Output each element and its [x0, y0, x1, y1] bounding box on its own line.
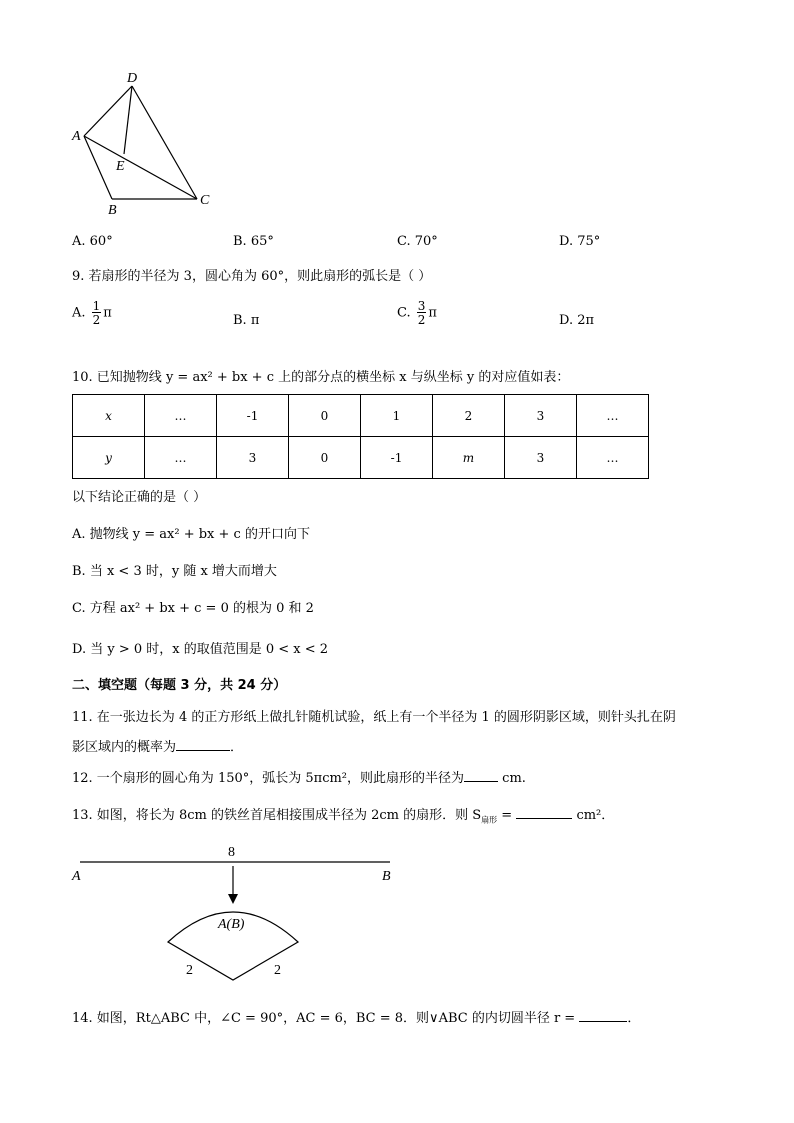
q8-option-b: B. 65°	[233, 234, 274, 249]
label-D: D	[127, 71, 138, 86]
table-cell: 0	[289, 395, 361, 437]
table-cell: …	[577, 395, 649, 437]
table-cell: -1	[361, 437, 433, 479]
q12-question: 12. 一个扇形的圆心角为 150°，弧长为 5πcm²，则此扇形的半径为 cm.	[72, 771, 526, 786]
answer-blank	[464, 781, 498, 782]
label-B: B	[108, 203, 117, 216]
segment-DE	[124, 86, 132, 154]
segment-DC	[132, 86, 197, 199]
table-cell: 3	[505, 437, 577, 479]
table-cell: y	[73, 437, 145, 479]
segment-DA	[84, 86, 132, 136]
table-cell: 3	[505, 395, 577, 437]
answer-blank	[579, 1021, 627, 1022]
arrow-head	[228, 894, 238, 904]
wire-sector-figure	[66, 838, 406, 988]
label-A: A	[72, 129, 81, 144]
q13-question: 13. 如图，将长为 8cm 的铁丝首尾相接围成半径为 2cm 的扇形．则 $S_{扇形} = cm^2$．	[72, 808, 615, 825]
q9-option-b: B. π	[233, 313, 260, 328]
label-C: C	[200, 193, 210, 208]
table-cell: 2	[433, 395, 505, 437]
table-cell: …	[145, 395, 217, 437]
q10-option-b: B. 当 x < 3 时，y 随 x 增大而增大	[72, 564, 277, 579]
q11-line2: 影区域内的概率为 ．	[72, 740, 244, 755]
q8-option-a: A. 60°	[72, 234, 113, 249]
q14-question: 14. 如图，Rt△ABC 中，∠C = 90°，AC = 6，BC = 8．则∨ABC 的内切圆半径 r = ．	[72, 1011, 641, 1026]
q10-question: 10. 已知抛物线 y = ax² + bx + c 上的部分点的横坐标 x 与纵坐标 y 的对应值如表：	[72, 370, 570, 385]
label-A: A	[72, 869, 81, 884]
label-B: B	[382, 869, 391, 884]
q10-prompt: 以下结论正确的是（ ）	[72, 490, 207, 505]
q9-option-d: D. 2π	[559, 313, 595, 328]
q10-option-c: C. 方程 ax² + bx + c = 0 的根为 0 和 2	[72, 601, 314, 616]
table-row-x	[73, 395, 649, 437]
q9-question: 9. 若扇形的半径为 3，圆心角为 60°，则此扇形的弧长是（ ）	[72, 269, 432, 284]
table-cell: 3	[217, 437, 289, 479]
q9-option-c: C. $\frac{3}{2}$ π	[397, 299, 437, 327]
radius-label-left: 2	[186, 963, 193, 978]
table-cell: 0	[289, 437, 361, 479]
answer-blank	[516, 818, 572, 819]
q8-option-d: D. 75°	[559, 234, 601, 249]
q11-line1: 11. 在一张边长为 4 的正方形纸上做扎针随机试验，纸上有一个半径为 1 的圆形阴影区域，则针头扎在阴	[72, 710, 676, 725]
table-cell: -1	[217, 395, 289, 437]
q10-option-a: A. 抛物线 y = ax² + bx + c 的开口向下	[72, 527, 310, 542]
label-E: E	[116, 159, 125, 174]
radius-label-right: 2	[274, 963, 281, 978]
label-AB: A(B)	[218, 917, 245, 932]
section-heading: 二、填空题（每题 3 分，共 24 分）	[72, 678, 287, 693]
value-table	[72, 394, 649, 479]
length-label: 8	[228, 845, 235, 860]
segment-AC	[84, 136, 197, 199]
answer-blank	[176, 750, 230, 751]
table-cell: …	[577, 437, 649, 479]
table-cell: …	[145, 437, 217, 479]
table-cell: x	[73, 395, 145, 437]
table-row-y	[73, 437, 649, 479]
table-cell: 1	[361, 395, 433, 437]
table-cell: m	[433, 437, 505, 479]
quadrilateral-figure	[66, 66, 226, 216]
q10-option-d: D. 当 y > 0 时，x 的取值范围是 0 < x < 2	[72, 642, 329, 657]
q9-option-a: A. $\frac{1}{2}$ π	[72, 299, 112, 327]
q8-option-c: C. 70°	[397, 234, 438, 249]
segment-AB	[84, 136, 112, 199]
